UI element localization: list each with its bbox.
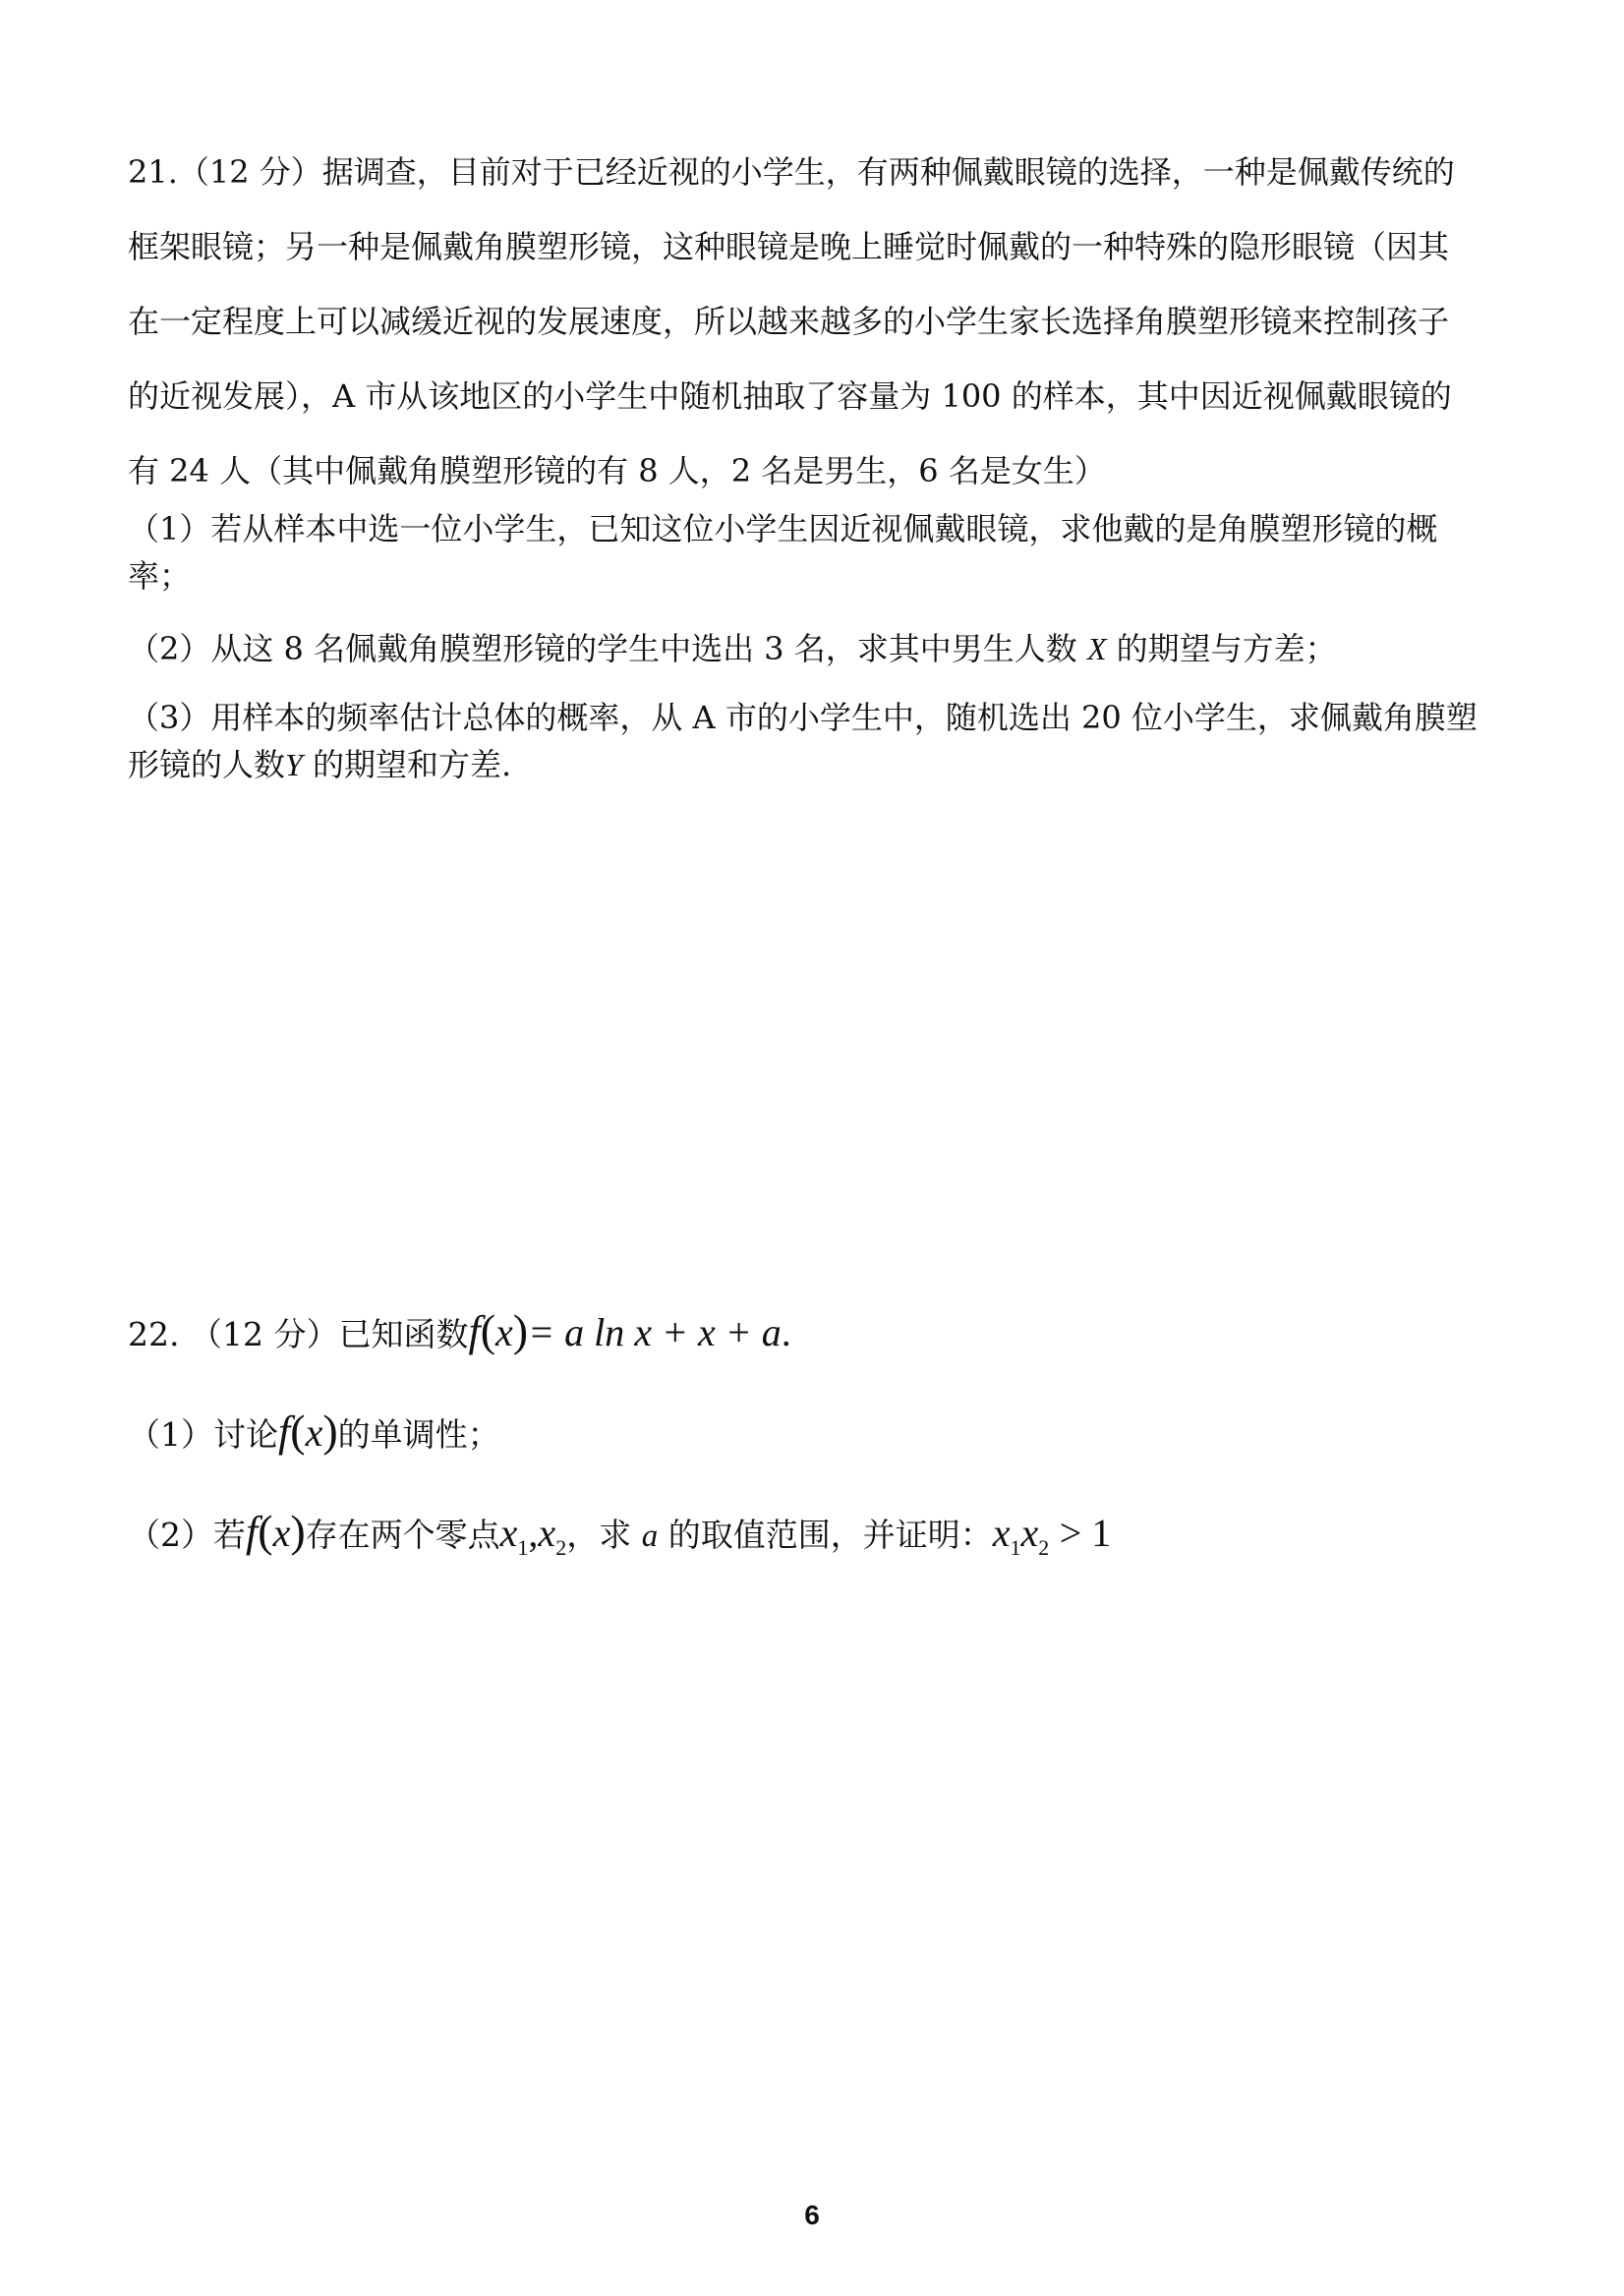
question-22	[128, 1305, 1504, 1355]
q21-part-3-suffix: 的期望和方差.	[312, 746, 512, 783]
q21-part-1-line-1: （1）若从样本中选一位小学生，已知这位小学生因近视佩戴眼镜，求他戴的是角膜塑形镜的概	[128, 510, 1438, 547]
q21-line-2: 框架眼镜；另一种是佩戴角膜塑形镜，这种眼镜是晚上睡觉时佩戴的一种特殊的隐形眼镜（因其	[128, 228, 1450, 265]
var-a: a	[641, 1519, 659, 1554]
paren-left: (	[290, 1406, 306, 1456]
q21-line-4: 的近视发展），A 市从该地区的小学生中随机抽取了容量为 100 的样本，其中因近视佩戴眼镜的	[128, 377, 1452, 415]
q22-part-1-text	[128, 1406, 1504, 1456]
paren-right: )	[290, 1506, 306, 1556]
func-f: f	[246, 1508, 259, 1556]
q22-part-1-suffix: 的单调性；	[337, 1415, 500, 1454]
variable-x: X	[1086, 631, 1107, 666]
q21-part-2-prefix: （2）从这 8 名佩戴角膜塑形镜的学生中选出 3 名，求其中男生人数	[128, 630, 1077, 667]
paren-right: )	[322, 1406, 338, 1456]
q21-line-1: 21.（12 分）据调查，目前对于已经近视的小学生，有两种佩戴眼镜的选择，一种是佩戴传统的	[128, 153, 1455, 191]
q22-part-1-prefix: （1）讨论	[128, 1415, 278, 1454]
q22-part-2-mid: 存在两个零点	[305, 1516, 500, 1554]
page-number: 6	[804, 2200, 820, 2230]
var-x: x	[305, 1410, 323, 1455]
equation-period: .	[781, 1310, 791, 1354]
q21-part-2-text	[128, 625, 1504, 672]
paren-left: (	[258, 1506, 273, 1556]
var-x2: $x_2$	[538, 1511, 567, 1560]
q21-part-2-suffix: 的期望与方差；	[1116, 630, 1337, 667]
q22-head: 22. （12 分）已知函数	[128, 1315, 469, 1353]
q21-part-1	[128, 505, 1504, 600]
q21-part-3-line-2	[128, 741, 1504, 788]
q21-part-2	[128, 625, 1504, 672]
func-f: f	[278, 1407, 291, 1456]
q21-part-3-line-1: （3）用样本的频率估计总体的概率，从 A 市的小学生中，随机选出 20 位小学生，求佩戴角膜塑	[128, 699, 1478, 736]
inequality: > 1	[1059, 1511, 1112, 1555]
q22-part-2-mid2: ，求	[566, 1516, 632, 1554]
equation-rest: = a ln x + x + a	[528, 1310, 782, 1354]
var-x: x	[495, 1310, 513, 1354]
func-f: f	[468, 1307, 481, 1355]
q22-part-2-text	[128, 1506, 1504, 1568]
product-x1x2: $x_1x_2$	[992, 1511, 1050, 1560]
q22-part-1	[128, 1406, 1504, 1456]
comma: ,	[528, 1511, 539, 1555]
q21-line-3: 在一定程度上可以减缓近视的发展速度，所以越来越多的小学生家长选择角膜塑形镜来控制孩子	[128, 303, 1450, 340]
q22-part-2	[128, 1506, 1504, 1568]
q21-part-3-prefix: 形镜的人数	[128, 746, 286, 783]
var-x: x	[272, 1511, 291, 1555]
q22-part-2-mid3: 的取值范围，并证明：	[667, 1516, 993, 1554]
q21-part-1-line-2: 率；	[128, 557, 192, 595]
variable-y: Y	[285, 747, 303, 782]
question-21	[128, 135, 1504, 508]
q22-stem	[128, 1305, 1504, 1355]
var-x1: $x_1$	[499, 1511, 529, 1560]
q22-part-2-prefix: （2）若	[128, 1516, 246, 1554]
paren-left: (	[480, 1305, 496, 1355]
q21-line-5: 有 24 人（其中佩戴角膜塑形镜的有 8 人，2 名是男生，6 名是女生）	[128, 452, 1106, 489]
paren-right: )	[512, 1305, 529, 1355]
q21-part-3	[128, 694, 1504, 788]
